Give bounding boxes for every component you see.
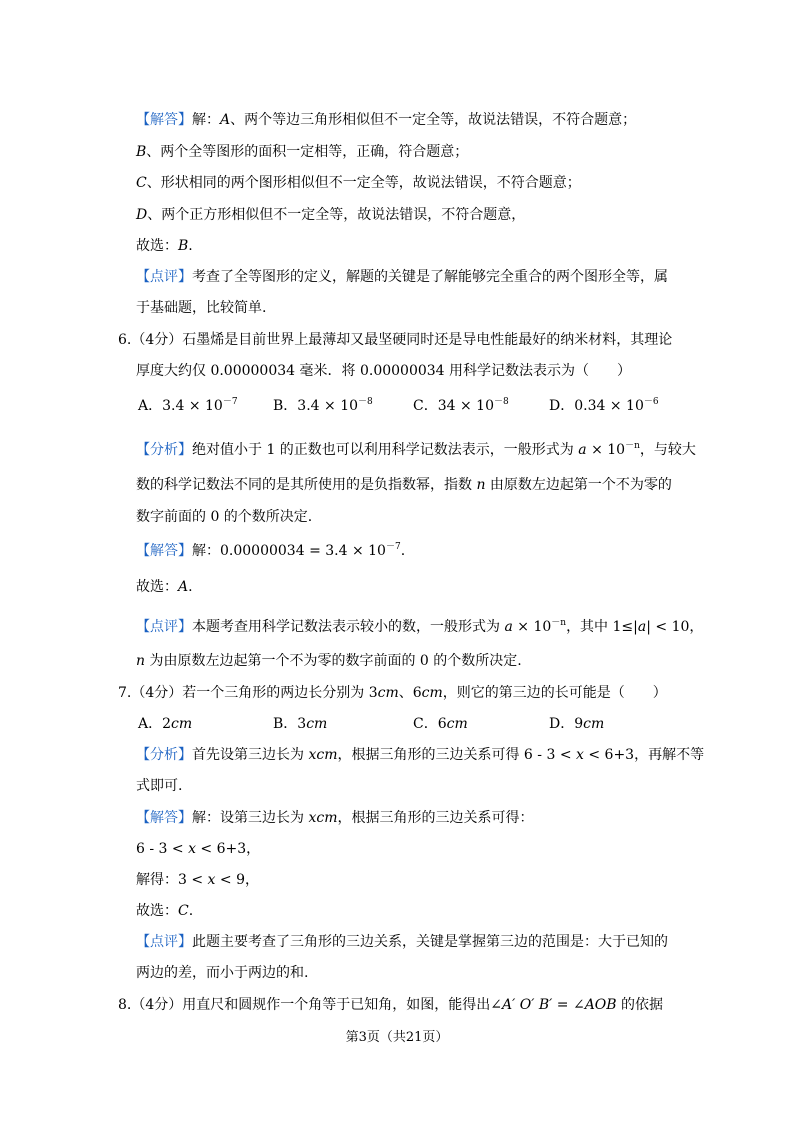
q7-option-b: B．3cm	[273, 716, 328, 732]
q6-stem: 6.（4分）石墨烯是目前世界上最薄却又最坚硬同时还是导电性能最好的纳米材料，其理论	[118, 332, 673, 348]
q7-inequality-line: 6 - 3 < x < 6+3，	[136, 841, 261, 857]
q6-comment-line: 【点评】本题考查用科学记数法表示较小的数，一般形式为 $a \times 10^{-n}$，其中 1≤|a| < 10，	[136, 618, 704, 635]
q6-option-a: A．$3.4 \times 10^{-7}$	[138, 397, 238, 414]
answer-tag: 【解答】	[136, 112, 192, 128]
comment-tag: 【点评】	[136, 269, 192, 285]
q5-option-c-line: C、形状相同的两个图形相似但不一定全等，故说法错误，不符合题意；	[136, 175, 581, 191]
q5-choose-line: 故选：B.	[136, 238, 193, 254]
q7-option-a: A．2cm	[138, 716, 193, 732]
answer-prefix: 解：	[192, 112, 220, 128]
q5-comment-line: 【点评】考查了全等图形的定义，解题的关键是了解能够完全重合的两个图形全等，属	[136, 269, 668, 285]
comment-tag: 【点评】	[136, 619, 192, 635]
q6-option-b: B．$3.4 \times 10^{-8}$	[273, 397, 373, 414]
q6-analysis-line-3: 数字前面的 0 的个数所决定.	[136, 509, 313, 525]
q7-analysis-line-2: 式即可.	[136, 778, 183, 794]
q5-comment-line-2: 于基础题，比较简单.	[136, 300, 267, 316]
q6-analysis-line-2: 数的科学记数法不同的是其所使用的是负指数幂，指数 n 由原数左边起第一个不为零的	[136, 477, 672, 493]
q7-option-d: D．9cm	[549, 716, 605, 732]
answer-tag: 【解答】	[136, 543, 192, 559]
q6-answer-line: 【解答】解：$0.00000034 = 3.4 \times 10^{-7}$.	[136, 542, 406, 559]
q6-comment-line-2: n 为由原数左边起第一个不为零的数字前面的 0 的个数所决定.	[136, 653, 522, 669]
q8-stem: 8.（4分）用直尺和圆规作一个角等于已知角，如图，能得出∠A′ O′ B′ = ∠AOB 的依据	[118, 997, 664, 1013]
q5-option-b-line: B、两个全等图形的面积一定相等，正确，符合题意；	[136, 144, 469, 160]
q7-option-c: C．6cm	[413, 716, 468, 732]
q5-option-d-line: D、两个正方形相似但不一定全等，故说法错误，不符合题意，	[136, 207, 526, 223]
q7-comment-line: 【点评】此题主要考查了三角形的三边关系，关键是掌握第三边的范围是：大于已知的	[136, 934, 668, 950]
q7-stem: 7.（4分）若一个三角形的两边长分别为 3cm、6cm，则它的第三边的长可能是（ ）	[118, 685, 667, 701]
q7-analysis-line: 【分析】首先设第三边长为 xcm，根据三角形的三边关系可得 6 - 3 < x < 6+3，再解不等	[136, 747, 705, 763]
comment-tag: 【点评】	[136, 934, 192, 950]
page-footer: 第3页（共21页）	[345, 1030, 449, 1045]
q7-comment-line-2: 两边的差，而小于两边的和.	[136, 965, 309, 981]
q7-answer-line: 【解答】解：设第三边长为 xcm，根据三角形的三边关系可得：	[136, 810, 534, 826]
q7-choose-line: 故选：C.	[136, 903, 194, 919]
q5-answer-line: 【解答】解：A、两个等边三角形相似但不一定全等，故说法错误，不符合题意；	[136, 112, 637, 128]
answer-tag: 【解答】	[136, 810, 192, 826]
q6-option-c: C．$34 \times 10^{-8}$	[413, 397, 509, 414]
q7-solve-line: 解得：3 < x < 9，	[136, 872, 259, 888]
q6-option-d: D．$0.34 \times 10^{-6}$	[549, 397, 659, 414]
q6-analysis-line: 【分析】绝对值小于 1 的正数也可以利用科学记数法表示，一般形式为 $a \times 10^{-n}$，与较大	[136, 441, 696, 458]
q6-stem-2: 厚度大约仅 0.00000034 毫米．将 0.00000034 用科学记数法表示为（ ）	[136, 363, 632, 379]
analysis-tag: 【分析】	[136, 442, 192, 458]
q6-choose-line: 故选：A.	[136, 579, 193, 595]
analysis-tag: 【分析】	[136, 747, 192, 763]
